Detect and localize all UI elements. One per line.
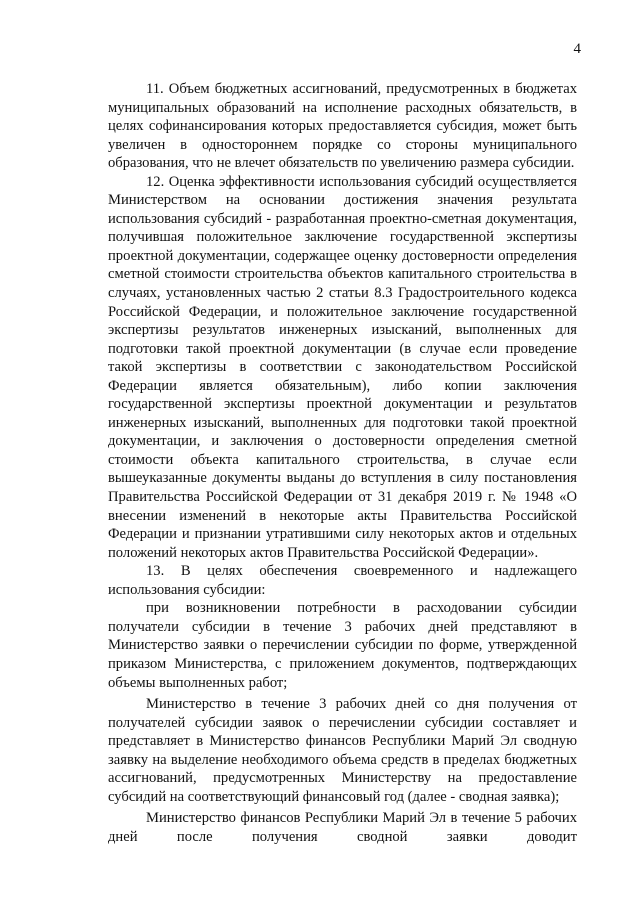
paragraph-13-item-3: Министерство финансов Республики Марий Эл в течение 5 рабочих дней после получения сводной заявки доводит [108, 810, 577, 845]
paragraph-13-item-1: при возникновении потребности в расходовании субсидии получатели субсидии в течение 3 рабочих дней представляют в Министерство заявки о перечислении субсидии по форме, утвержденной приказом Министерства, с приложением документов, подтверждающих объемы выполненных работ; [108, 600, 577, 691]
paragraph-13: 13. В целях обеспечения своевременного и надлежащего использования субсидии: [108, 563, 577, 598]
document-body [108, 80, 577, 846]
paragraph-13-item-2: Министерство в течение 3 рабочих дней со дня получения от получателей субсидии заявок о перечислении субсидии составляет и представляет в Министерство финансов Республики Марий Эл сводную заявку на выделение необходимого объема средств в пределах бюджетных ассигнований, предусмотренных Министерству на предоставление субсидий на соответствующий финансовый год (далее - сводная заявка); [108, 696, 577, 805]
paragraph-11: 11. Объем бюджетных ассигнований, предусмотренных в бюджетах муниципальных образований на исполнение расходных обязательств, в целях софинансирования которых предоставляется субсидия, может быть увеличен в одностороннем порядке со стороны муниципального образования, что не влечет обязательств по увеличению размера субсидии. [108, 81, 577, 172]
paragraph-12: 12. Оценка эффективности использования субсидий осуществляется Министерством на основании достижения значения результата использования субсидий - разработанная проектно-сметная документация, получившая положительное заключение государственной экспертизы проектной документации, содержащее оценку достоверности определения сметной стоимости строительства объектов капитального строительства в случаях, установленных частью 2 статьи 8.3 Градостроительного кодекса Российской Федерации, и положительное заключение государственной экспертизы результатов инженерных изысканий, выполненных для подготовки такой проектной документации (в случае если проведение такой экспертизы в соответствии с законодательством Российской Федерации является обязательным), либо копии заключения государственной экспертизы проектной документации и результатов инженерных изысканий, выполненных для подготовки такой проектной документации, и заключения о достоверности определения сметной стоимости объекта капитального строительства, в случае если вышеуказанные документы выданы до вступления в силу постановления Правительства Российской Федерации от 31 декабря 2019 г. № 1948 «О внесении изменений в некоторые акты Правительства Российской Федерации и признании утратившими силу некоторых актов и отдельных положений некоторых актов Правительства Российской Федерации». [108, 173, 577, 561]
page-number: 4 [573, 41, 581, 57]
